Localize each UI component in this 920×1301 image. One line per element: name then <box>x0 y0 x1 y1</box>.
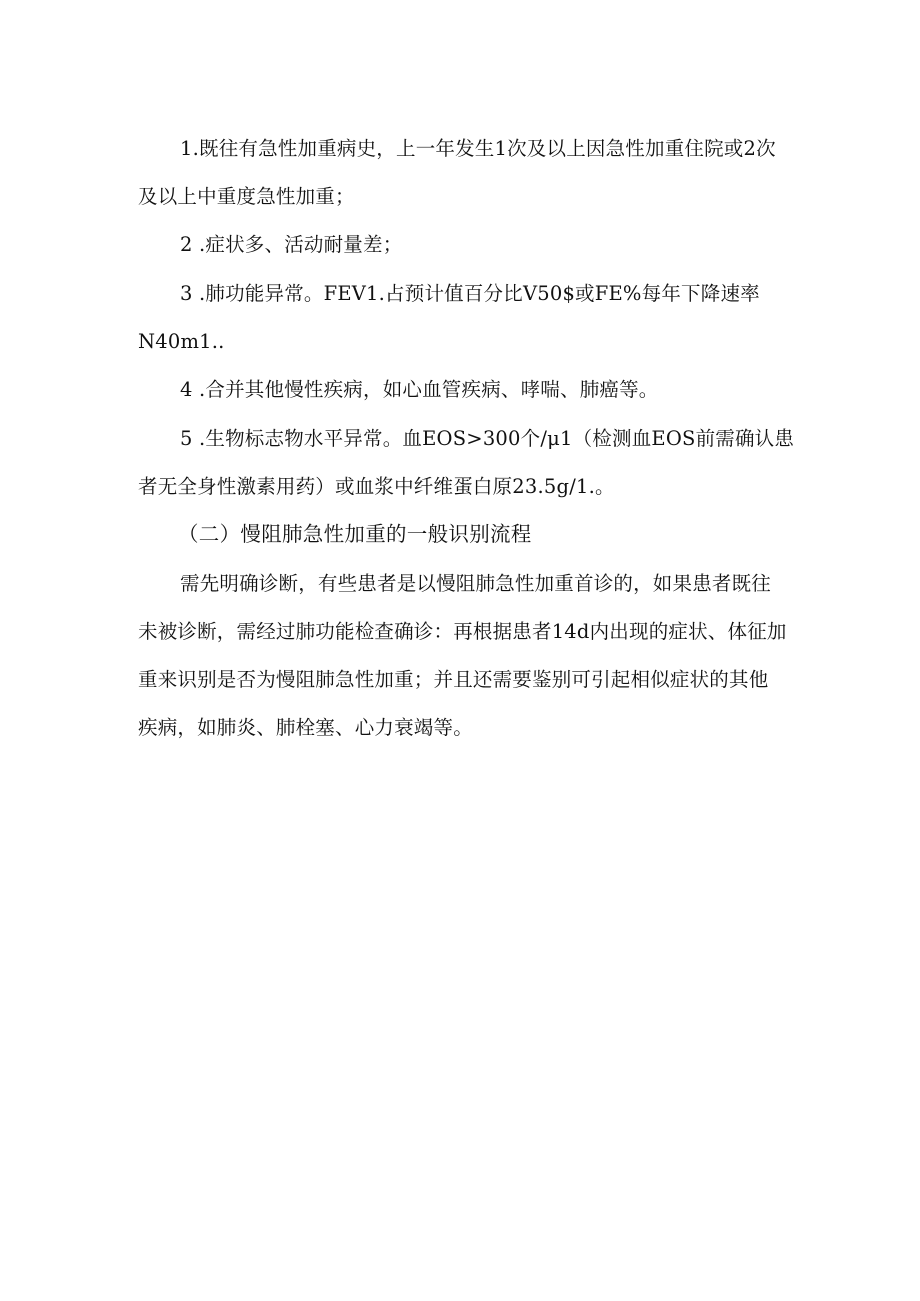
item-3-line-2: N40m1.. <box>138 330 225 353</box>
item-2-line-1: 2 .症状多、活动耐量差； <box>180 233 403 256</box>
item-3-line-1: 3 .肺功能异常。FEV1.占预计值百分比V50$或FE%每年下降速率 <box>180 282 760 305</box>
section-heading: （二）慢阻肺急性加重的一般识别流程 <box>178 522 532 546</box>
paragraph-line-1: 需先明确诊断，有些患者是以慢阻肺急性加重首诊的，如果患者既往 <box>180 572 772 595</box>
item-5-line-1: 5 .生物标志物水平异常。血EOS>300个/μ1（检测血EOS前需确认患 <box>180 427 795 450</box>
paragraph-line-2: 未被诊断，需经过肺功能检查确诊：再根据患者14d内出现的症状、体征加 <box>138 620 787 643</box>
item-1-line-1: 1.既往有急性加重病史，上一年发生1次及以上因急性加重住院或2次 <box>180 137 776 160</box>
paragraph-line-3: 重来识别是否为慢阻肺急性加重；并且还需要鉴别可引起相似症状的其他 <box>138 668 769 691</box>
paragraph-line-4: 疾病，如肺炎、肺栓塞、心力衰竭等。 <box>138 716 473 739</box>
item-4-line-1: 4 .合并其他慢性疾病，如心血管疾病、哮喘、肺癌等。 <box>180 378 659 401</box>
item-5-line-2: 者无全身性激素用药）或血浆中纤维蛋白原23.5g/1.。 <box>138 475 615 498</box>
item-1-line-2: 及以上中重度急性加重； <box>138 185 355 208</box>
